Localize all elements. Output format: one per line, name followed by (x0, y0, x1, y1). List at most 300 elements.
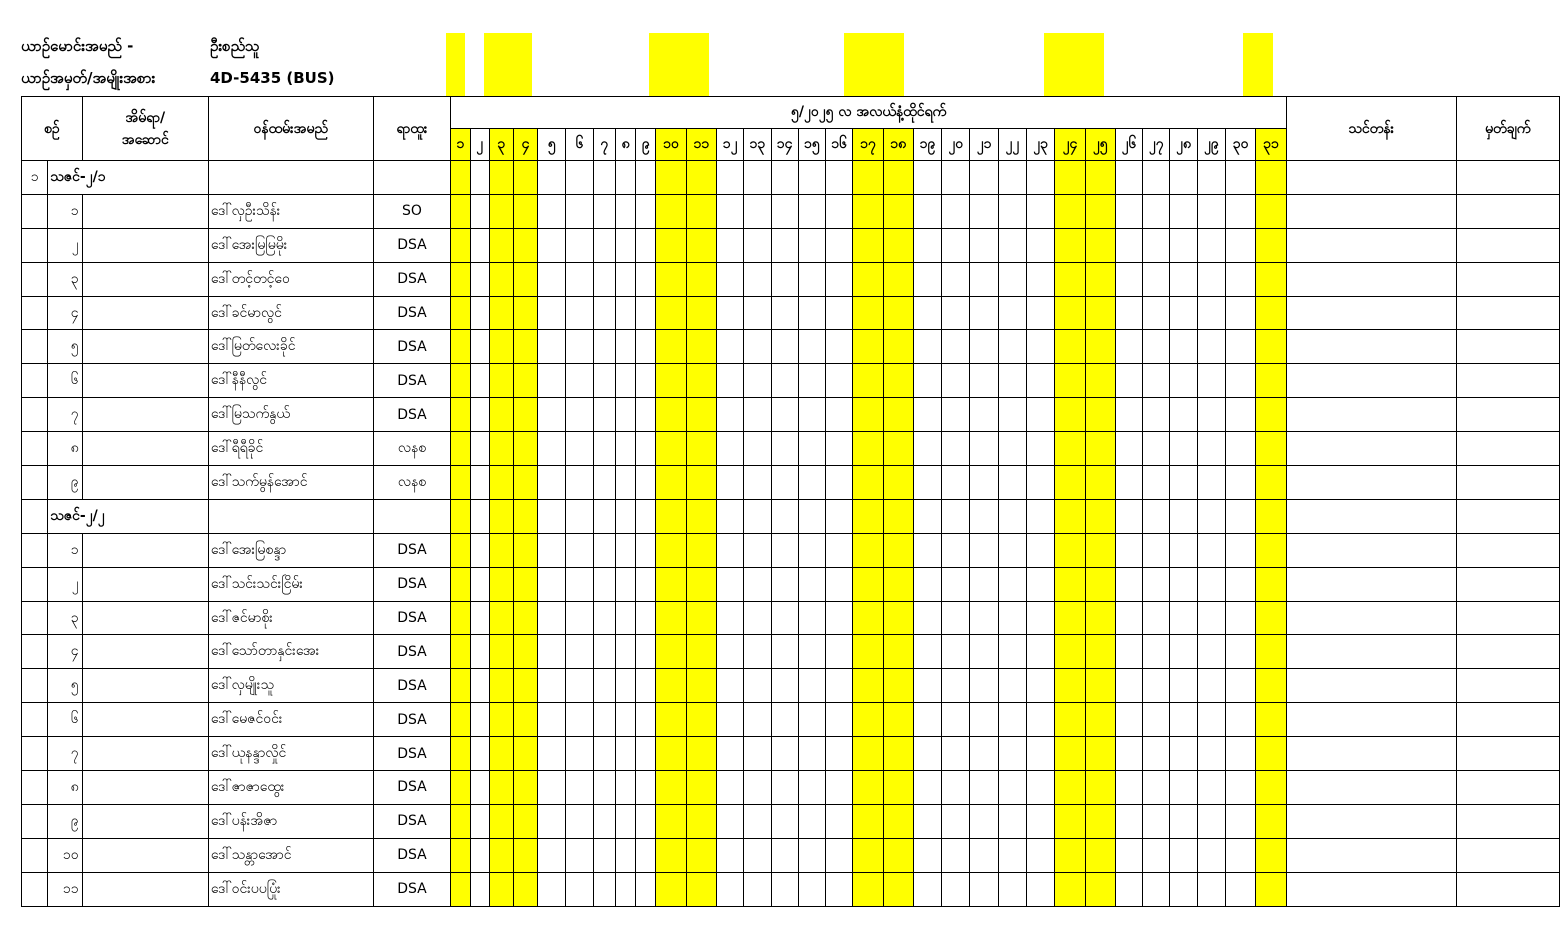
day-cell (566, 398, 593, 432)
day-cell (716, 872, 743, 906)
table-row (22, 228, 1560, 262)
day-cell (538, 296, 566, 330)
day-cell (942, 872, 970, 906)
day-cell (826, 703, 853, 737)
day-cell (470, 262, 489, 296)
day-cell (1197, 533, 1225, 567)
day-header: ၂ (470, 129, 489, 161)
day-cell (853, 466, 883, 500)
day-cell (451, 872, 470, 906)
day-cell (942, 669, 970, 703)
fee-cell (1286, 432, 1456, 466)
day-cell (566, 669, 593, 703)
day-cell (826, 804, 853, 838)
day-cell (615, 737, 635, 771)
day-cell (1027, 737, 1055, 771)
table-row (22, 567, 1560, 601)
day-cell (513, 194, 537, 228)
remark-cell (1456, 533, 1559, 567)
day-cell (1197, 228, 1225, 262)
day-cell (1143, 466, 1170, 500)
day-cell (1256, 432, 1287, 466)
day-cell (470, 296, 489, 330)
day-cell (1256, 499, 1287, 533)
day-cell (883, 771, 913, 805)
day-cell (636, 804, 656, 838)
day-cell (853, 432, 883, 466)
blank-cell (22, 364, 48, 398)
day-cell (470, 194, 489, 228)
row-no: ၂ (48, 228, 82, 262)
day-cell (1115, 432, 1142, 466)
day-cell (489, 737, 513, 771)
day-cell (716, 804, 743, 838)
day-cell (1055, 330, 1085, 364)
day-cell (1143, 669, 1170, 703)
day-cell (513, 533, 537, 567)
day-cell (1055, 398, 1085, 432)
day-cell (771, 771, 798, 805)
day-cell (798, 533, 825, 567)
name-cell (208, 499, 373, 533)
day-cell (1085, 703, 1115, 737)
day-cell (970, 737, 998, 771)
day-header: ၂၈ (1170, 129, 1197, 161)
day-cell (1256, 567, 1287, 601)
day-header: ၄ (513, 129, 537, 161)
day-cell (566, 635, 593, 669)
day-cell (656, 804, 686, 838)
day-cell (970, 194, 998, 228)
day-cell (615, 228, 635, 262)
day-cell (853, 669, 883, 703)
day-cell (1027, 533, 1055, 567)
day-cell (798, 161, 825, 195)
row-no: ၂ (48, 567, 82, 601)
day-cell (566, 872, 593, 906)
day-cell (744, 296, 771, 330)
day-cell (1055, 228, 1085, 262)
remark-cell (1456, 635, 1559, 669)
day-cell (538, 567, 566, 601)
day-cell (1085, 161, 1115, 195)
day-cell (636, 262, 656, 296)
day-cell (615, 398, 635, 432)
day-cell (942, 364, 970, 398)
day-header: ၁၂ (716, 129, 743, 161)
day-cell (716, 567, 743, 601)
day-cell (513, 567, 537, 601)
house-cell (82, 804, 208, 838)
col-header-remark: မှတ်ချက် (1456, 97, 1559, 161)
day-cell (1143, 161, 1170, 195)
day-cell (1170, 533, 1197, 567)
day-cell (538, 262, 566, 296)
day-cell (716, 194, 743, 228)
day-cell (656, 872, 686, 906)
day-header: ၁၁ (686, 129, 716, 161)
staff-name: ဒေါ်ရီရီခိုင် (208, 432, 373, 466)
day-cell (1085, 330, 1115, 364)
day-cell (744, 432, 771, 466)
vehicle-owner-label: ယာဉ်မောင်းအမည် - (21, 37, 134, 55)
day-cell (1256, 771, 1287, 805)
day-cell (826, 872, 853, 906)
day-cell (798, 771, 825, 805)
day-cell (913, 872, 941, 906)
staff-name: ဒေါ်ဇာဇာထွေး (208, 771, 373, 805)
day-cell (883, 296, 913, 330)
row-no: ၆ (48, 703, 82, 737)
day-cell (593, 635, 615, 669)
day-cell (636, 872, 656, 906)
day-cell (1256, 262, 1287, 296)
day-cell (1055, 296, 1085, 330)
day-cell (489, 466, 513, 500)
day-cell (686, 432, 716, 466)
staff-name: ဒေါ်ခင်မာလွင် (208, 296, 373, 330)
day-cell (1197, 296, 1225, 330)
day-cell (513, 432, 537, 466)
day-cell (826, 296, 853, 330)
blank-cell (22, 872, 48, 906)
row-no: ၉ (48, 466, 82, 500)
remark-cell (1456, 567, 1559, 601)
blank-cell (22, 398, 48, 432)
staff-name: ဒေါ်မေဇင်ဝင်း (208, 703, 373, 737)
house-cell (82, 228, 208, 262)
day-cell (883, 161, 913, 195)
day-cell (1055, 804, 1085, 838)
day-cell (1027, 804, 1055, 838)
day-cell (615, 771, 635, 805)
day-cell (1085, 432, 1115, 466)
day-cell (1170, 330, 1197, 364)
day-cell (1085, 398, 1115, 432)
day-cell (615, 533, 635, 567)
day-cell (636, 466, 656, 500)
day-cell (1055, 872, 1085, 906)
remark-cell (1456, 262, 1559, 296)
day-cell (883, 466, 913, 500)
day-cell (771, 635, 798, 669)
day-cell (970, 161, 998, 195)
day-cell (513, 872, 537, 906)
day-cell (489, 398, 513, 432)
house-cell (82, 432, 208, 466)
house-cell (82, 872, 208, 906)
day-cell (470, 703, 489, 737)
day-cell (883, 601, 913, 635)
staff-rank: DSA (373, 703, 451, 737)
day-cell (538, 432, 566, 466)
day-cell (451, 499, 470, 533)
day-cell (1170, 364, 1197, 398)
day-cell (1085, 804, 1115, 838)
day-cell (1143, 804, 1170, 838)
day-cell (636, 533, 656, 567)
day-cell (883, 228, 913, 262)
day-cell (686, 771, 716, 805)
staff-rank: DSA (373, 296, 451, 330)
remark-cell (1456, 669, 1559, 703)
day-header: ၇ (593, 129, 615, 161)
day-cell (998, 567, 1026, 601)
day-cell (942, 499, 970, 533)
day-cell (998, 669, 1026, 703)
day-cell (716, 330, 743, 364)
staff-rank: DSA (373, 262, 451, 296)
day-cell (593, 398, 615, 432)
day-cell (1225, 771, 1255, 805)
row-no: ၁ (48, 533, 82, 567)
day-cell (970, 771, 998, 805)
day-header: ၂၂ (998, 129, 1026, 161)
day-cell (470, 567, 489, 601)
day-cell (470, 228, 489, 262)
day-cell (1055, 533, 1085, 567)
table-row (22, 466, 1560, 500)
row-no: ၅ (48, 669, 82, 703)
day-cell (538, 466, 566, 500)
day-header: ၁ (451, 129, 470, 161)
day-cell (1085, 838, 1115, 872)
day-cell (913, 432, 941, 466)
day-cell (513, 669, 537, 703)
day-cell (1027, 635, 1055, 669)
day-cell (451, 703, 470, 737)
day-header: ၃ (489, 129, 513, 161)
day-cell (1055, 161, 1085, 195)
day-cell (451, 398, 470, 432)
day-cell (826, 635, 853, 669)
day-cell (716, 533, 743, 567)
day-cell (883, 194, 913, 228)
day-cell (970, 533, 998, 567)
day-cell (513, 330, 537, 364)
day-cell (1197, 737, 1225, 771)
staff-name: ဒေါ်ဇင်မာစိုး (208, 601, 373, 635)
row-no: ၈ (48, 432, 82, 466)
day-header: ၁၅ (798, 129, 825, 161)
day-cell (942, 703, 970, 737)
fee-cell (1286, 771, 1456, 805)
blank-cell (22, 669, 48, 703)
day-cell (1115, 635, 1142, 669)
day-cell (636, 296, 656, 330)
day-cell (970, 262, 998, 296)
day-cell (513, 737, 537, 771)
table-row (22, 194, 1560, 228)
remark-cell (1456, 771, 1559, 805)
day-cell (798, 262, 825, 296)
day-cell (744, 466, 771, 500)
day-cell (1027, 567, 1055, 601)
day-cell (853, 771, 883, 805)
day-cell (538, 194, 566, 228)
day-cell (826, 737, 853, 771)
day-cell (798, 499, 825, 533)
day-cell (1256, 364, 1287, 398)
day-cell (451, 466, 470, 500)
day-cell (489, 330, 513, 364)
day-cell (771, 330, 798, 364)
day-cell (656, 669, 686, 703)
day-cell (1055, 703, 1085, 737)
day-cell (451, 432, 470, 466)
day-cell (744, 872, 771, 906)
remark-cell (1456, 398, 1559, 432)
table-row (22, 804, 1560, 838)
day-cell (970, 364, 998, 398)
day-cell (1055, 364, 1085, 398)
fee-cell (1286, 533, 1456, 567)
staff-name: ဒေါ်ယုနန္ဒာလှိုင် (208, 737, 373, 771)
day-cell (686, 161, 716, 195)
day-cell (636, 398, 656, 432)
day-cell (615, 804, 635, 838)
row-no: ၇ (48, 398, 82, 432)
day-cell (538, 838, 566, 872)
fee-cell (1286, 635, 1456, 669)
highlight-strip (1044, 33, 1104, 96)
day-cell (1256, 838, 1287, 872)
blank-cell (22, 804, 48, 838)
day-cell (913, 838, 941, 872)
day-cell (470, 838, 489, 872)
day-cell (1115, 804, 1142, 838)
group-index: ၁ (22, 161, 48, 195)
day-cell (998, 838, 1026, 872)
day-cell (716, 771, 743, 805)
day-cell (942, 262, 970, 296)
staff-rank: DSA (373, 771, 451, 805)
highlight-strip (1243, 33, 1273, 96)
day-cell (913, 364, 941, 398)
day-cell (1225, 432, 1255, 466)
day-cell (1197, 330, 1225, 364)
day-cell (470, 804, 489, 838)
day-cell (636, 703, 656, 737)
day-cell (1225, 703, 1255, 737)
day-cell (771, 601, 798, 635)
day-cell (744, 601, 771, 635)
day-cell (513, 635, 537, 669)
day-cell (913, 194, 941, 228)
staff-rank: DSA (373, 567, 451, 601)
day-cell (513, 262, 537, 296)
day-cell (1197, 872, 1225, 906)
day-cell (998, 296, 1026, 330)
day-header: ၃၁ (1256, 129, 1287, 161)
day-cell (1115, 872, 1142, 906)
day-cell (1027, 838, 1055, 872)
day-cell (798, 296, 825, 330)
day-cell (656, 228, 686, 262)
day-cell (1143, 601, 1170, 635)
day-cell (771, 398, 798, 432)
day-cell (593, 804, 615, 838)
day-cell (615, 838, 635, 872)
day-cell (593, 737, 615, 771)
day-cell (686, 533, 716, 567)
day-cell (489, 703, 513, 737)
day-cell (798, 838, 825, 872)
staff-name: ဒေါ်မြသက်နွယ် (208, 398, 373, 432)
day-cell (1170, 804, 1197, 838)
day-cell (853, 872, 883, 906)
day-cell (1170, 432, 1197, 466)
day-cell (853, 737, 883, 771)
day-cell (1115, 838, 1142, 872)
day-cell (826, 161, 853, 195)
day-cell (1085, 364, 1115, 398)
day-cell (771, 364, 798, 398)
day-cell (744, 364, 771, 398)
day-cell (771, 737, 798, 771)
day-cell (470, 737, 489, 771)
day-cell (566, 499, 593, 533)
day-cell (636, 330, 656, 364)
day-cell (1197, 703, 1225, 737)
day-cell (451, 296, 470, 330)
house-cell (82, 635, 208, 669)
staff-rank: DSA (373, 838, 451, 872)
day-cell (1197, 838, 1225, 872)
day-cell (470, 872, 489, 906)
day-cell (538, 804, 566, 838)
day-cell (1115, 567, 1142, 601)
day-cell (686, 330, 716, 364)
day-header: ၁၈ (883, 129, 913, 161)
blank-cell (22, 533, 48, 567)
day-cell (1197, 635, 1225, 669)
day-cell (1170, 262, 1197, 296)
day-cell (1115, 703, 1142, 737)
day-cell (1027, 262, 1055, 296)
remark-cell (1456, 432, 1559, 466)
day-cell (744, 194, 771, 228)
staff-name: ဒေါ်လှမျိုးသူ (208, 669, 373, 703)
row-no: ၉ (48, 804, 82, 838)
day-cell (489, 228, 513, 262)
highlight-strip (484, 33, 532, 96)
day-cell (593, 262, 615, 296)
day-cell (1085, 872, 1115, 906)
day-cell (1143, 432, 1170, 466)
day-cell (798, 398, 825, 432)
day-cell (771, 228, 798, 262)
day-cell (1225, 194, 1255, 228)
group-label: သဇင်-၂/၂ (48, 499, 209, 533)
day-cell (998, 330, 1026, 364)
day-cell (1256, 330, 1287, 364)
col-header-no: စဉ် (22, 97, 83, 161)
day-cell (1143, 703, 1170, 737)
day-cell (853, 499, 883, 533)
day-cell (1197, 398, 1225, 432)
day-cell (686, 737, 716, 771)
day-cell (1115, 161, 1142, 195)
fee-cell (1286, 228, 1456, 262)
day-cell (1143, 262, 1170, 296)
day-cell (686, 262, 716, 296)
day-cell (656, 194, 686, 228)
day-cell (716, 601, 743, 635)
staff-name: ဒေါ်ပန်းအိဇာ (208, 804, 373, 838)
day-header: ၂၆ (1115, 129, 1142, 161)
staff-name: ဒေါ်သက်မွန်အောင် (208, 466, 373, 500)
